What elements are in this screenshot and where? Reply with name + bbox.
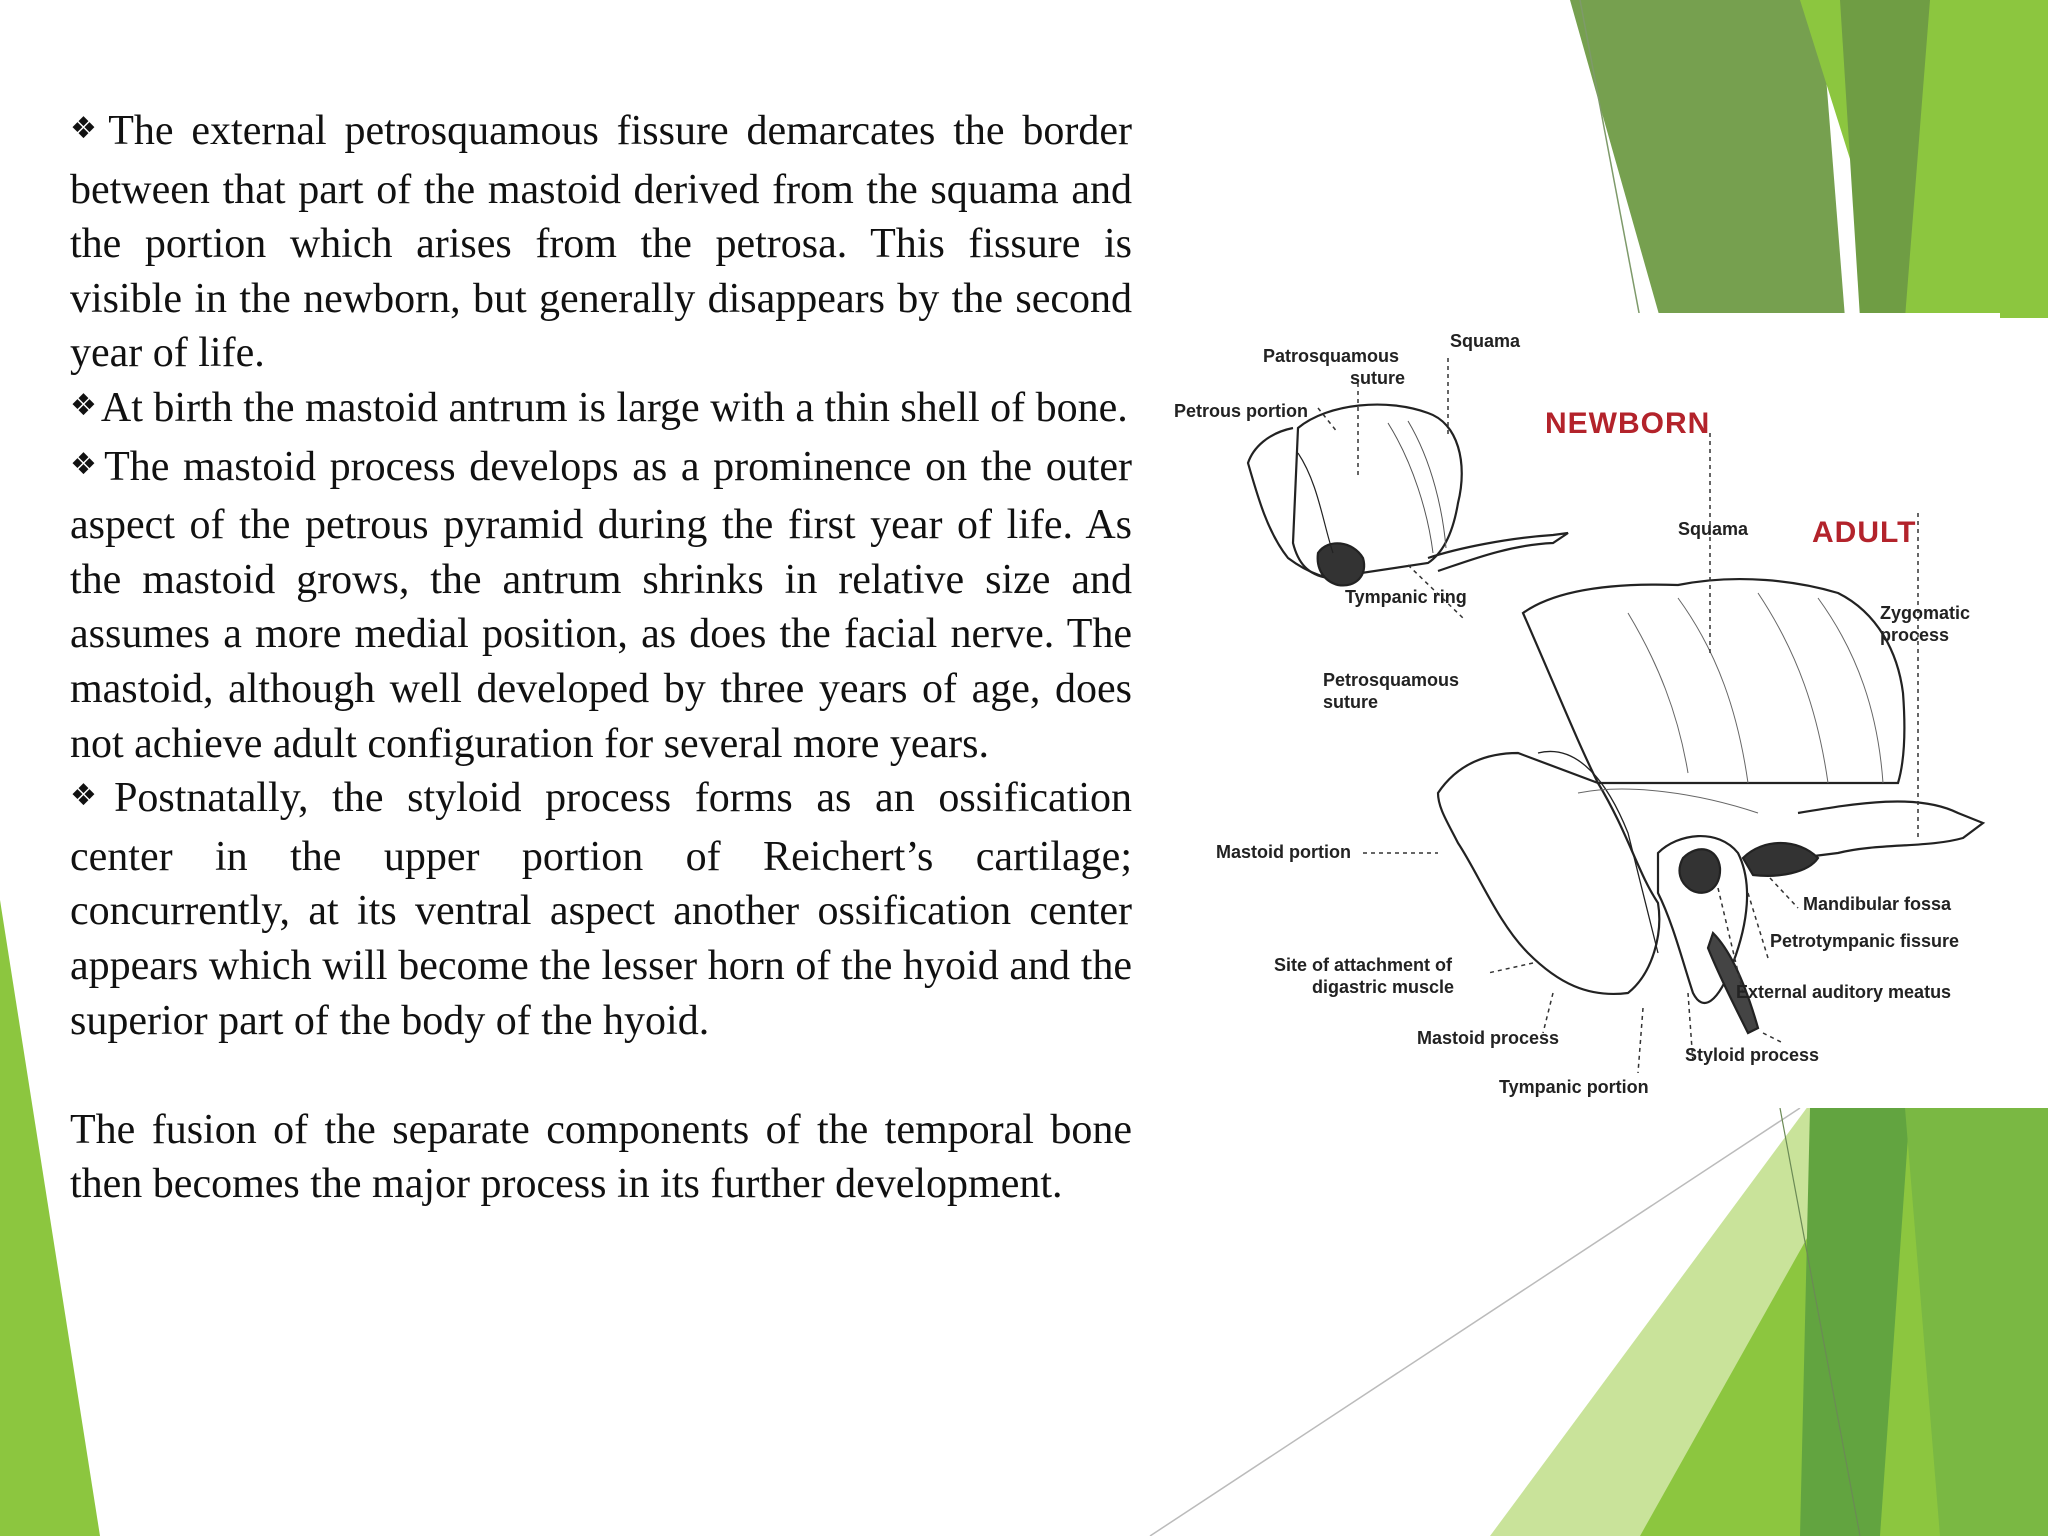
newborn-squama-label: Squama: [1450, 331, 1521, 351]
paragraph-4: [70, 771, 1132, 1048]
adult-tympanic-portion-label: Tympanic portion: [1499, 1077, 1649, 1097]
adult-squama-label: Squama: [1678, 519, 1749, 539]
bullet-icon: ❖: [70, 111, 105, 146]
bullet-icon: ❖: [70, 778, 111, 814]
newborn-patrosquamous-label-2: suture: [1350, 368, 1406, 388]
bullet-icon: ❖: [70, 446, 101, 482]
newborn-tympanic-ring: [1318, 543, 1364, 585]
adult-petrosquamous-label-2: suture: [1323, 692, 1379, 712]
paragraph-text: At birth the mastoid antrum is large with a thin shell of bone.: [100, 384, 1128, 431]
adult-mandibular-fossa-label: Mandibular fossa: [1803, 894, 1952, 914]
top-right-dark-green-shape: [1570, 0, 1845, 318]
bullet-icon: ❖: [70, 387, 97, 423]
closing-paragraph: The fusion of the separate components of the temporal bone then becomes the major process in its further development.: [70, 1106, 1132, 1208]
adult-petrosquamous-label-1: Petrosquamous: [1323, 670, 1460, 690]
newborn-patrosquamous-label-1: Patrosquamous: [1263, 346, 1400, 366]
adult-zygomatic-label-1: Zygomatic: [1880, 603, 1971, 623]
main-text: [70, 104, 1132, 1212]
newborn-heading: NEWBORN: [1545, 407, 1711, 440]
adult-external-auditory-meatus: [1680, 849, 1721, 892]
paragraph-spacer: [70, 1048, 1132, 1103]
paragraph-text: Postnatally, the styloid process forms as an ossification center in the upper portion of Reichert’s cartilage; concurrently, at its ventral aspect another ossification center appears which will become the lesser horn of the hyoid and the superior part of the body of the hyoid.: [70, 775, 1132, 1044]
paragraph-text: The external petrosquamous fissure demarcates the border between that part of the mastoid derived from the squama and the portion which arises from the petrosa. This fissure is visible in the newborn, but generally disappears by the second year of life.: [70, 108, 1132, 377]
temporal-bone-figure: [1158, 313, 2000, 1108]
adult-petrotympanic-fissure-label: Petrotympanic fissure: [1770, 931, 1960, 951]
adult-zygomatic-label-2: process: [1880, 625, 1950, 645]
newborn-zygomatic-outline: [1428, 533, 1568, 571]
newborn-petrous-portion-label: Petrous portion: [1174, 401, 1308, 421]
adult-mandibular-fossa: [1743, 843, 1818, 876]
adult-digastric-label-1: Site of attachment of: [1274, 955, 1453, 975]
paragraph-2: [70, 381, 1132, 440]
adult-squama-outline: [1523, 579, 1904, 783]
adult-styloid-process-label: Styloid process: [1685, 1045, 1820, 1065]
adult-digastric-label-2: digastric muscle: [1312, 977, 1455, 997]
adult-external-auditory-meatus-label: External auditory meatus: [1736, 982, 1952, 1002]
paragraph-1: [70, 104, 1132, 381]
paragraph-text: The mastoid process develops as a prominence on the outer aspect of the petrous pyramid during the first year of life. As the mastoid grows, the antrum shrinks in relative size and assumes a more medial position, as does the facial nerve. The mastoid, although well developed by three years of age, does not achieve adult configuration for several more years.: [70, 443, 1132, 767]
newborn-tympanic-ring-label: Tympanic ring: [1345, 587, 1467, 607]
adult-mastoid-portion-label: Mastoid portion: [1216, 842, 1351, 862]
adult-heading: ADULT: [1812, 516, 1917, 549]
adult-zygomatic-outline: [1798, 801, 1983, 858]
paragraph-3: [70, 440, 1132, 772]
adult-mastoid-process-label: Mastoid process: [1417, 1028, 1560, 1048]
